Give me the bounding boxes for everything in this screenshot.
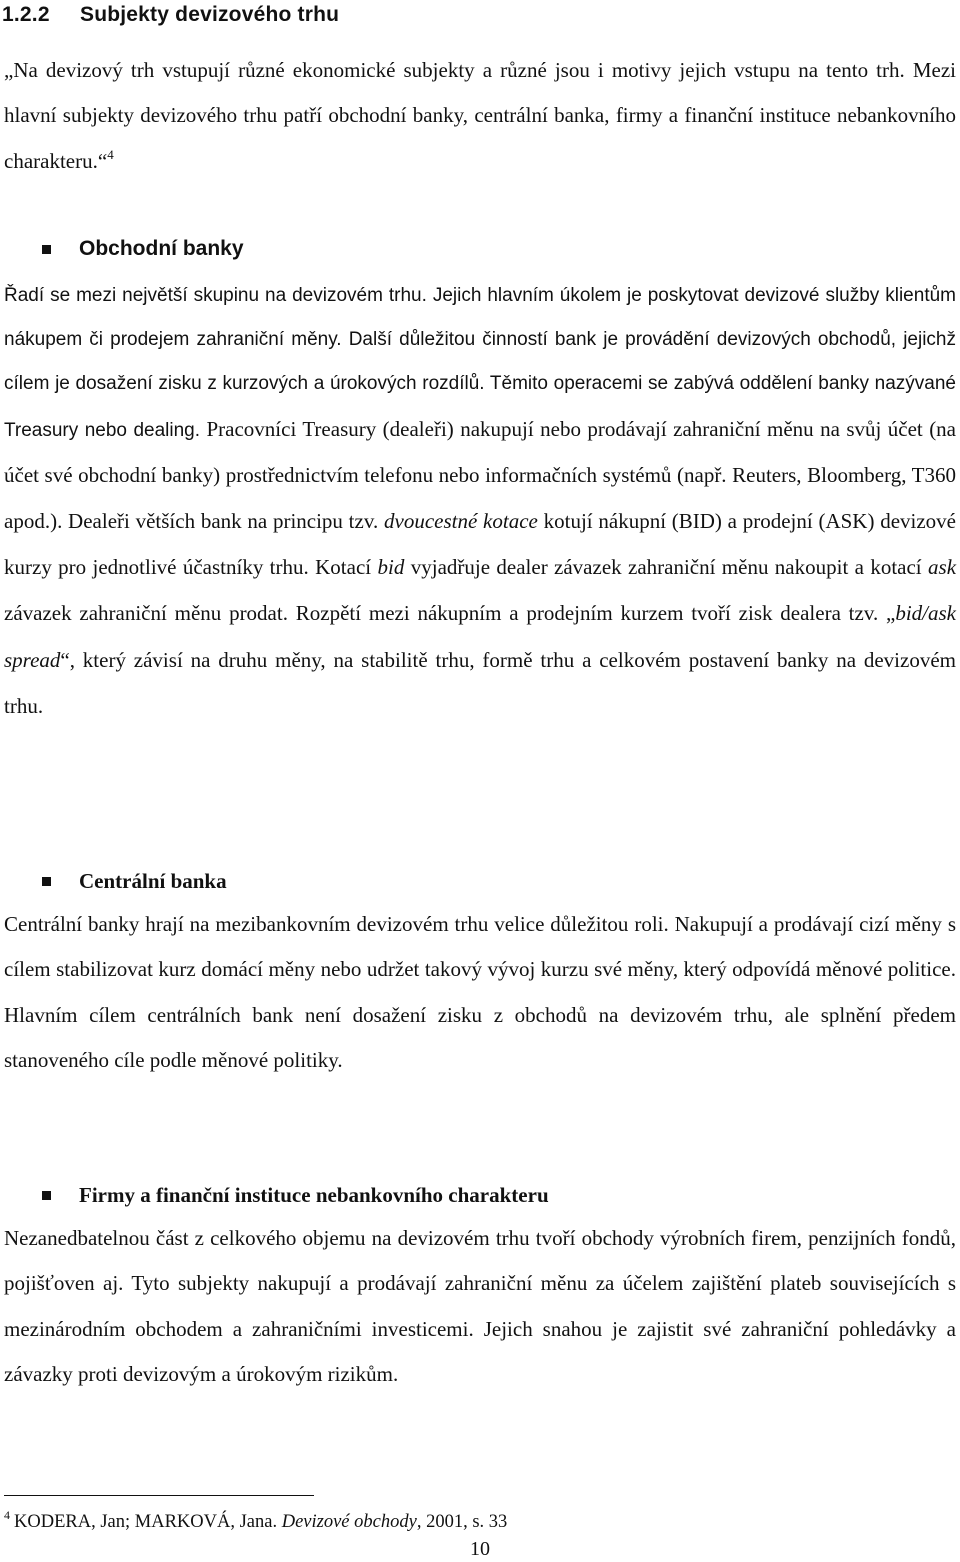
term-bid-ask-spread: bid/ask spread xyxy=(4,601,956,672)
intro-quote-text: „Na devizový trh vstupují různé ekonomické subjekty a různé jsou i motivy jejich vstupu na tento trh. Mezi hlavní subjekty devizového trhu patří obchodní banky, centrální banka, firmy a finanční instituce nebankovního charakteru.“ xyxy=(4,58,956,173)
term-two-way-quote: dvoucestné kotace xyxy=(384,509,538,534)
central-bank-text: Centrální banky hrají na mezibankovním devizovém trhu velice důležitou roli. Nakupují a prodávají cizí měny s cílem stabilizovat kurz domácí měny nebo udržet takový vývoj kurzu své měny, který odpovídá měnové politice. Hlavním cílem centrálních bank není dosažení zisku z obchodů na devizovém trhu, ale splnění předem stanoveného cíle podle měnové politiky. xyxy=(4,912,956,1072)
commercial-banks-text-serif-1: Pracovníci Treasury (dealeři) nakupují nebo prodávají zahraniční měnu na svůj účet (na účet své obchodní banky) prostřednictvím telefonu nebo informačních systémů (např. Reuters, Bloomberg, T360 apod.). Dealeři větších bank na principu tzv. xyxy=(4,416,957,534)
subsection-title: Obchodní banky xyxy=(79,237,244,260)
intro-quote-paragraph xyxy=(4,48,956,184)
commercial-banks-text: Řadí se mezi největší skupinu na devizovém trhu. Jejich hlavním úkolem je poskytovat devizové služby klientům nákupem či prodejem zahraniční měny. Další důležitou činností bank je provádění devizových obchodů, jejichž cílem je dosažení zisku z kurzových a úrokových rozdílů. Těmito operacemi se zabývá oddělení banky nazývané Treasury nebo dealing. xyxy=(4,285,956,441)
commercial-banks-text-serif-2: kotují nákupní (BID) a prodejní (ASK) devizové kurzy pro jednotlivé účastníky trhu. Kotací xyxy=(4,509,956,580)
nonbank-firms-text: Nezanedbatelnou část z celkového objemu na devizovém trhu tvoří obchody výrobních firem, penzijních fondů, pojišťoven aj. Tyto subjekty nakupují a prodávají zahraniční měnu za účelem zajištění plateb souvisejících s mezinárodním obchodem a zahraničními investicemi. Jejich snahou je zajistit své zahraniční pohledávky a závazky proti devizovým a úrokovým rizikům. xyxy=(4,1226,956,1386)
section-title: Subjekty devizového trhu xyxy=(80,3,340,26)
footnote-reference: 4 xyxy=(107,146,114,162)
subsection-heading-commercial-banks xyxy=(42,234,244,264)
section-heading xyxy=(2,0,339,30)
term-bid: bid xyxy=(377,555,405,580)
commercial-banks-text-serif-3: vyjadřuje dealer závazek zahraniční měnu nakoupit a kotací xyxy=(410,555,922,580)
square-bullet-icon xyxy=(42,1191,51,1200)
central-bank-paragraph xyxy=(4,902,956,1083)
footnote-details: , 2001, s. 33 xyxy=(416,1512,508,1532)
subsection-heading-nonbank-firms xyxy=(42,1180,549,1210)
footnote-number: 4 xyxy=(4,1508,10,1522)
section-number: 1.2.2 xyxy=(2,3,50,26)
footnote-authors: KODERA, Jan; MARKOVÁ, Jana. xyxy=(14,1512,278,1532)
square-bullet-icon xyxy=(42,245,51,254)
footnote-book-title: Devizové obchody xyxy=(281,1512,417,1532)
subsection-title: Centrální banka xyxy=(79,869,227,893)
footnote xyxy=(4,1509,507,1535)
footnote-separator xyxy=(4,1495,314,1496)
square-bullet-icon xyxy=(42,877,51,886)
commercial-banks-text-serif-4: závazek zahraniční měnu prodat. Rozpětí mezi nákupním a prodejním kurzem tvoří zisk dealera tzv. „ xyxy=(4,601,896,626)
nonbank-firms-paragraph xyxy=(4,1216,956,1397)
commercial-banks-text-serif-5: “, který závisí na druhu měny, na stabilitě trhu, formě trhu a celkovém postavení banky na devizovém trhu. xyxy=(4,647,956,718)
page-number: 10 xyxy=(470,1538,490,1560)
subsection-title: Firmy a finanční instituce nebankovního charakteru xyxy=(79,1183,549,1207)
commercial-banks-paragraph-sans xyxy=(4,274,956,730)
subsection-heading-central-bank xyxy=(42,866,227,896)
term-ask: ask xyxy=(928,555,957,580)
